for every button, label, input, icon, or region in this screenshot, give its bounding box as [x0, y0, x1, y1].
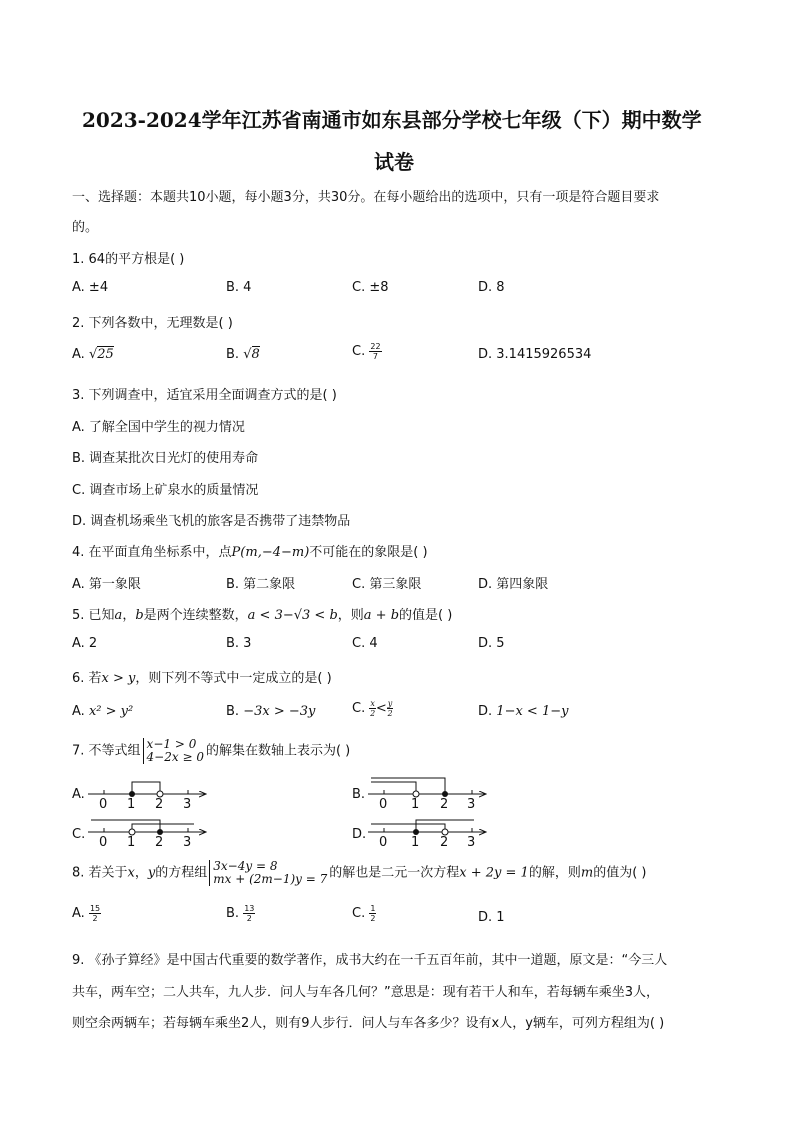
option-label: C.: [352, 344, 366, 359]
open-dot: [157, 791, 163, 797]
math-equation: x + 2y = 1: [459, 865, 529, 881]
q1-option-d: D. 8: [478, 280, 505, 295]
option-label: B.: [226, 704, 240, 719]
closed-dot: [442, 791, 448, 797]
q2-option-b: B. √8: [226, 347, 260, 362]
fraction-numerator: x: [370, 699, 375, 708]
q8-option-b: [226, 904, 255, 923]
section-header: 一、选择题：本题共10小题，每小题3分，共30分。在每小题给出的选项中，只有一项是符合题目要求: [72, 190, 660, 205]
question-7-stem: [72, 738, 350, 764]
fraction-denominator: 2: [370, 709, 376, 718]
question-9-line2: 共车，两车空；二人共车，九人步．问人与车各几何？”意思是：现有若干人和车，若每辆车乘坐3人，: [72, 985, 660, 1000]
fraction-numerator: 1: [370, 904, 376, 913]
open-dot: [442, 829, 448, 835]
fraction-numerator: 13: [244, 904, 255, 913]
tick-label: 2: [155, 835, 164, 850]
equation-1: 3x−4y = 8: [213, 859, 278, 873]
question-4-stem: [72, 541, 428, 560]
q6-option-d: [478, 704, 568, 719]
fraction-numerator: y: [387, 699, 393, 708]
stem-text: 8. 若关于: [72, 865, 128, 881]
math-var: a: [114, 608, 123, 623]
tick-label: 0: [379, 835, 388, 850]
question-9-line3: 则空余两辆车；若每辆车乘坐2人，则有9人步行．问人与车各多少？设有x人，y辆车，可列方程组为( ): [72, 1016, 665, 1031]
stem-text: 6. 若: [72, 671, 102, 686]
option-label: D.: [352, 827, 367, 842]
q3-option-a: A. 了解全国中学生的视力情况: [72, 420, 245, 435]
fraction-numerator: 15: [89, 904, 101, 913]
q1-option-c: C. ±8: [352, 280, 389, 295]
q4-option-d: D. 第四象限: [478, 577, 549, 592]
q3-option-c: C. 调查市场上矿泉水的质量情况: [72, 483, 259, 498]
option-label: D.: [478, 704, 493, 719]
closed-dot: [413, 829, 419, 835]
question-2-stem: 2. 下列各数中，无理数是( ): [72, 316, 233, 331]
tick-label: 3: [467, 797, 476, 812]
stem-text: 的解也是二元一次方程: [329, 865, 460, 881]
q5-option-c: C. 4: [352, 636, 378, 651]
option-label: A.: [72, 704, 85, 719]
option-label: A.: [72, 347, 85, 362]
tick-label: 0: [99, 797, 108, 812]
option-label: C.: [352, 906, 366, 921]
math-var: y: [147, 865, 156, 881]
math-inequality: a < 3−√3 < b: [247, 608, 338, 623]
tick-label: 2: [155, 797, 164, 812]
stem-text: 4. 在平面直角坐标系中，点: [72, 545, 232, 560]
q4-option-c: C. 第三象限: [352, 577, 422, 592]
open-dot: [413, 791, 419, 797]
math-var: b: [135, 608, 144, 623]
question-8-stem: [72, 860, 646, 886]
option-label: A.: [72, 906, 85, 921]
stem-text: ，: [122, 608, 136, 623]
inequality-2: 4−2x ≥ 0: [146, 750, 204, 764]
stem-text: ，则: [337, 608, 364, 623]
q1-option-b: B. 4: [226, 280, 252, 295]
tick-label: 3: [183, 835, 192, 850]
numberline-a: [72, 782, 206, 812]
math-point: P(m,−4−m): [231, 545, 310, 560]
stem-text: 的值是( ): [399, 608, 453, 623]
page-title-cont: 试卷: [374, 150, 414, 174]
math-inequality: x² > y²: [88, 704, 134, 719]
q2-option-c: [352, 342, 382, 361]
stem-text: ，则下列不等式中一定成立的是( ): [135, 671, 332, 686]
option-label: C.: [72, 827, 86, 842]
q8-option-d: D. 1: [478, 910, 505, 925]
tick-label: 1: [411, 835, 420, 850]
question-6-stem: [72, 667, 332, 686]
tick-label: 1: [127, 835, 136, 850]
tick-label: 1: [127, 797, 136, 812]
tick-label: 1: [411, 797, 420, 812]
math-var: m: [580, 865, 594, 881]
question-9-line1: 9. 《孙子算经》是中国古代重要的数学著作，成书大约在一千五百年前，其中一道题，原文是：“今三人: [72, 953, 668, 968]
numberline-d: [352, 820, 486, 850]
q8-option-a: [72, 904, 101, 923]
section-header-cont: 的。: [72, 220, 99, 235]
q3-option-d: D. 调查机场乘坐飞机的旅客是否携带了违禁物品: [72, 514, 351, 529]
q6-option-c: [352, 699, 393, 718]
q3-option-b: B. 调查某批次日光灯的使用寿命: [72, 451, 259, 466]
radicand: 25: [97, 347, 114, 362]
numberline-b: [352, 778, 486, 812]
math-inequality: x > y: [101, 671, 136, 686]
q6-option-a: [72, 704, 133, 719]
math-expression: a + b: [363, 608, 400, 623]
fraction-denominator: 2: [370, 914, 376, 923]
question-5-stem: [72, 604, 452, 623]
stem-text: 不可能在的象限是( ): [309, 545, 428, 560]
option-label: B.: [352, 787, 366, 802]
math-inequality: 1−x < 1−y: [496, 704, 569, 719]
fraction-denominator: 7: [372, 352, 378, 361]
q6-option-b: [226, 704, 315, 719]
stem-text: 的解集在数轴上表示为( ): [205, 743, 351, 759]
fraction-denominator: 2: [92, 914, 98, 923]
question-3-stem: 3. 下列调查中，适宜采用全面调查方式的是( ): [72, 388, 337, 403]
equation-system: [209, 860, 327, 886]
q2-option-a: A. √25: [72, 347, 114, 362]
closed-dot: [157, 829, 163, 835]
stem-text: 的方程组: [155, 865, 208, 881]
stem-text: 7. 不等式组: [72, 743, 141, 759]
question-1-stem: 1. 64的平方根是( ): [72, 252, 185, 267]
numberline-c: [72, 820, 206, 850]
radicand: 8: [251, 347, 260, 362]
q5-option-b: B. 3: [226, 636, 252, 651]
tick-label: 2: [440, 835, 449, 850]
page-title: 2023-2024学年江苏省南通市如东县部分学校七年级（下）期中数学: [82, 108, 702, 132]
equation-2: mx + (2m−1)y = 7: [213, 872, 328, 886]
q2-option-d: D. 3.1415926534: [478, 347, 592, 362]
inequality-1: x−1 > 0: [146, 737, 197, 751]
option-label: B.: [226, 906, 240, 921]
tick-label: 0: [379, 797, 388, 812]
stem-text: 是两个连续整数，: [143, 608, 248, 623]
fraction-numerator: 22: [370, 342, 381, 351]
math-var: x: [127, 865, 135, 881]
q7-options-numberlines: [66, 770, 746, 850]
stem-text: 的值为( ): [593, 865, 647, 881]
tick-label: 3: [467, 835, 476, 850]
stem-text: ，: [134, 865, 148, 881]
math-inequality: −3x > −3y: [243, 704, 316, 719]
fraction-denominator: 2: [387, 709, 393, 718]
q5-option-a: A. 2: [72, 636, 98, 651]
q8-option-c: [352, 904, 376, 923]
q4-option-b: B. 第二象限: [226, 577, 296, 592]
tick-label: 0: [99, 835, 108, 850]
option-label: A.: [72, 787, 85, 802]
inequality-system: [143, 738, 204, 764]
math-operator: <: [375, 701, 387, 716]
closed-dot: [129, 791, 135, 797]
tick-label: 3: [183, 797, 192, 812]
option-label: C.: [352, 701, 366, 716]
fraction-denominator: 2: [246, 914, 252, 923]
open-dot: [129, 829, 135, 835]
option-label: B.: [226, 347, 240, 362]
stem-text: 的解，则: [528, 865, 581, 881]
tick-label: 2: [440, 797, 449, 812]
stem-text: 5. 已知: [72, 608, 115, 623]
q1-option-a: A. ±4: [72, 280, 109, 295]
q4-option-a: A. 第一象限: [72, 577, 141, 592]
q5-option-d: D. 5: [478, 636, 505, 651]
